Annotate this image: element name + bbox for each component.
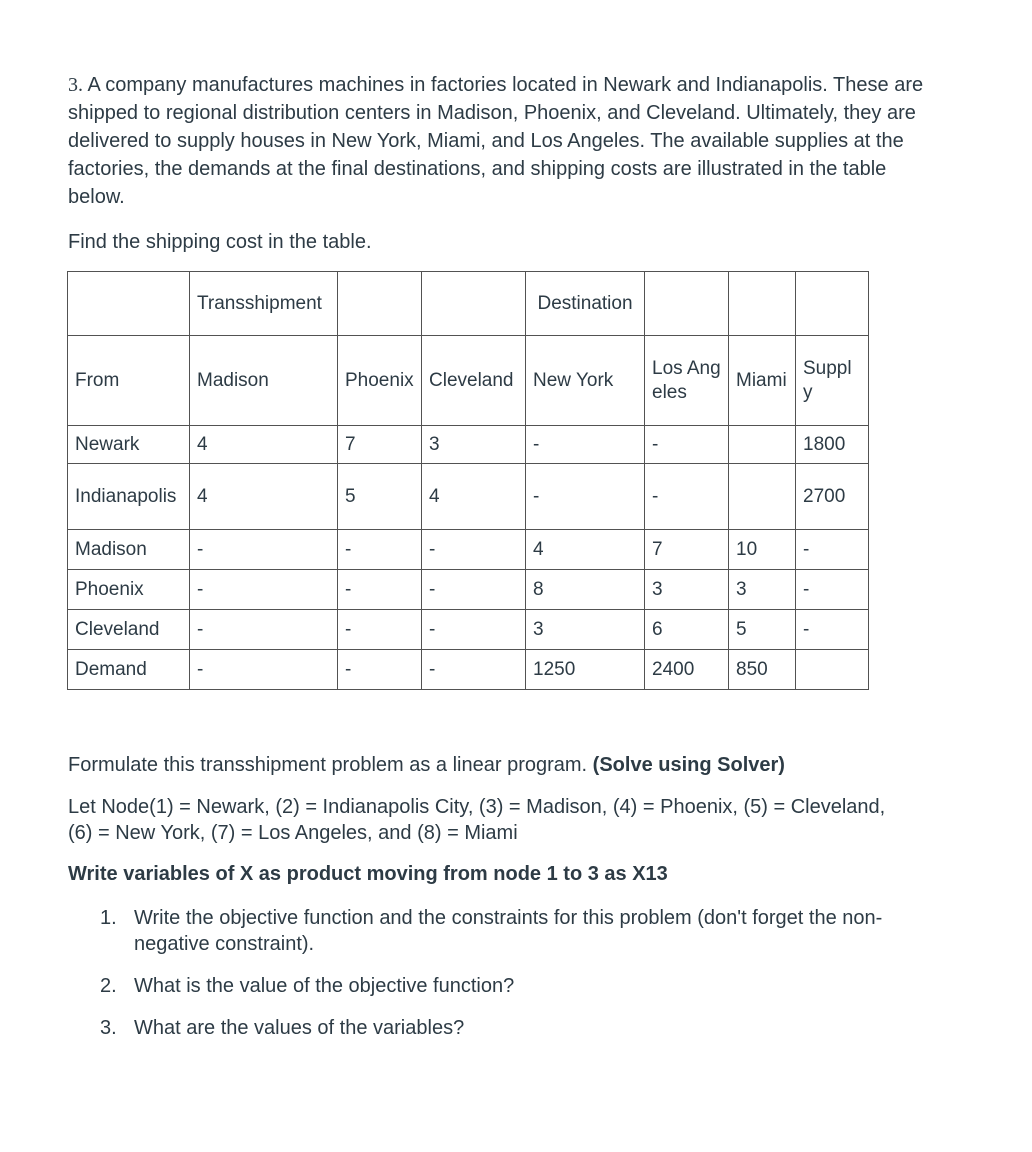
table-cell: -: [190, 650, 338, 690]
table-cell: -: [526, 426, 645, 464]
table-cell: [729, 272, 796, 336]
table-cell: [729, 426, 796, 464]
problem-number: 3.: [68, 74, 83, 96]
question-list: [68, 905, 938, 1041]
table-cell: -: [796, 610, 869, 650]
find-instruction: Find the shipping cost in the table.: [68, 231, 372, 253]
table-cell: [796, 272, 869, 336]
table-cell: 3: [526, 610, 645, 650]
table-group-header-row: [68, 272, 869, 336]
table-row: [68, 570, 869, 610]
list-item: [68, 1015, 938, 1041]
question-number: 2.: [100, 975, 117, 997]
column-header-cleveland: Cleveland: [422, 336, 526, 426]
table-cell: 2700: [796, 464, 869, 530]
row-label: Newark: [68, 426, 190, 464]
question-text: What are the values of the variables?: [134, 1017, 465, 1039]
table-cell: -: [422, 530, 526, 570]
table-column-header-row: [68, 336, 869, 426]
table-row: [68, 426, 869, 464]
table-cell: [68, 272, 190, 336]
column-header-miami: Miami: [729, 336, 796, 426]
table-cell: [338, 272, 422, 336]
formulate-instruction: [68, 752, 968, 778]
column-header-new-york: New York: [526, 336, 645, 426]
destination-group-header: Destination: [526, 272, 645, 336]
table-cell: 3: [729, 570, 796, 610]
table-cell: -: [422, 570, 526, 610]
formulate-bold-note: (Solve using Solver): [592, 754, 785, 776]
table-cell: [729, 464, 796, 530]
table-cell: 3: [645, 570, 729, 610]
row-label: Demand: [68, 650, 190, 690]
table-cell: -: [338, 610, 422, 650]
table-cell: -: [796, 570, 869, 610]
list-item: [68, 973, 938, 999]
table-cell: 1250: [526, 650, 645, 690]
table-cell: 7: [645, 530, 729, 570]
list-item: [68, 905, 938, 957]
column-header-supply: Supply: [796, 336, 869, 426]
question-number: 3.: [100, 1017, 117, 1039]
table-cell: 2400: [645, 650, 729, 690]
table-cell: -: [645, 464, 729, 530]
row-label: Phoenix: [68, 570, 190, 610]
table-cell: -: [190, 610, 338, 650]
table-cell: 7: [338, 426, 422, 464]
table-cell: 850: [729, 650, 796, 690]
table-cell: 5: [729, 610, 796, 650]
formulate-text: Formulate this transshipment problem as a linear program.: [68, 754, 593, 776]
table-cell: 1800: [796, 426, 869, 464]
table-cell: 4: [190, 426, 338, 464]
table-cell: -: [422, 610, 526, 650]
transshipment-group-header: Transshipment: [190, 272, 338, 336]
table-cell: -: [338, 650, 422, 690]
table-cell: 4: [526, 530, 645, 570]
table-cell: -: [338, 570, 422, 610]
table-cell: -: [796, 530, 869, 570]
column-header-phoenix: Phoenix: [338, 336, 422, 426]
table-cell: -: [422, 650, 526, 690]
column-header-los-angeles: Los Angeles: [645, 336, 729, 426]
table-cell: 6: [645, 610, 729, 650]
column-header-from: From: [68, 336, 190, 426]
table-cell: 3: [422, 426, 526, 464]
problem-intro: [68, 71, 948, 211]
table-cell: 4: [190, 464, 338, 530]
table-cell: 10: [729, 530, 796, 570]
table-cell: [796, 650, 869, 690]
problem-intro-text: A company manufactures machines in factories located in Newark and Indianapolis. These are shipped to regional distribution centers in Madison, Phoenix, and Cleveland. Ultimately, they are delivered to supply houses in New York, Miami, and Los Angeles. The available supplies at the factories, the demands at the final destinations, and shipping costs are illustrated in the table below.: [68, 74, 924, 208]
table-cell: 8: [526, 570, 645, 610]
row-label: Cleveland: [68, 610, 190, 650]
question-text: What is the value of the objective function?: [134, 975, 515, 997]
variable-naming-note: Write variables of X as product moving from node 1 to 3 as X13: [68, 863, 668, 885]
table-cell: -: [338, 530, 422, 570]
shipping-cost-table: [67, 271, 869, 690]
table-cell: 4: [422, 464, 526, 530]
table-row-demand: [68, 650, 869, 690]
row-label: Indianapolis: [68, 464, 190, 530]
question-number: 1.: [100, 907, 117, 929]
node-definitions: Let Node(1) = Newark, (2) = Indianapolis City, (3) = Madison, (4) = Phoenix, (5) = Cleveland, (6) = New York, (7) = Los Angeles, and (8) = Miami: [68, 796, 886, 844]
table-row: [68, 610, 869, 650]
table-cell: [422, 272, 526, 336]
table-cell: -: [190, 570, 338, 610]
table-cell: [645, 272, 729, 336]
table-cell: -: [526, 464, 645, 530]
table-row: [68, 464, 869, 530]
table-row: [68, 530, 869, 570]
row-label: Madison: [68, 530, 190, 570]
table-cell: -: [645, 426, 729, 464]
question-text: Write the objective function and the constraints for this problem (don't forget the non-negative constraint).: [134, 907, 883, 955]
table-cell: -: [190, 530, 338, 570]
table-cell: 5: [338, 464, 422, 530]
column-header-madison: Madison: [190, 336, 338, 426]
